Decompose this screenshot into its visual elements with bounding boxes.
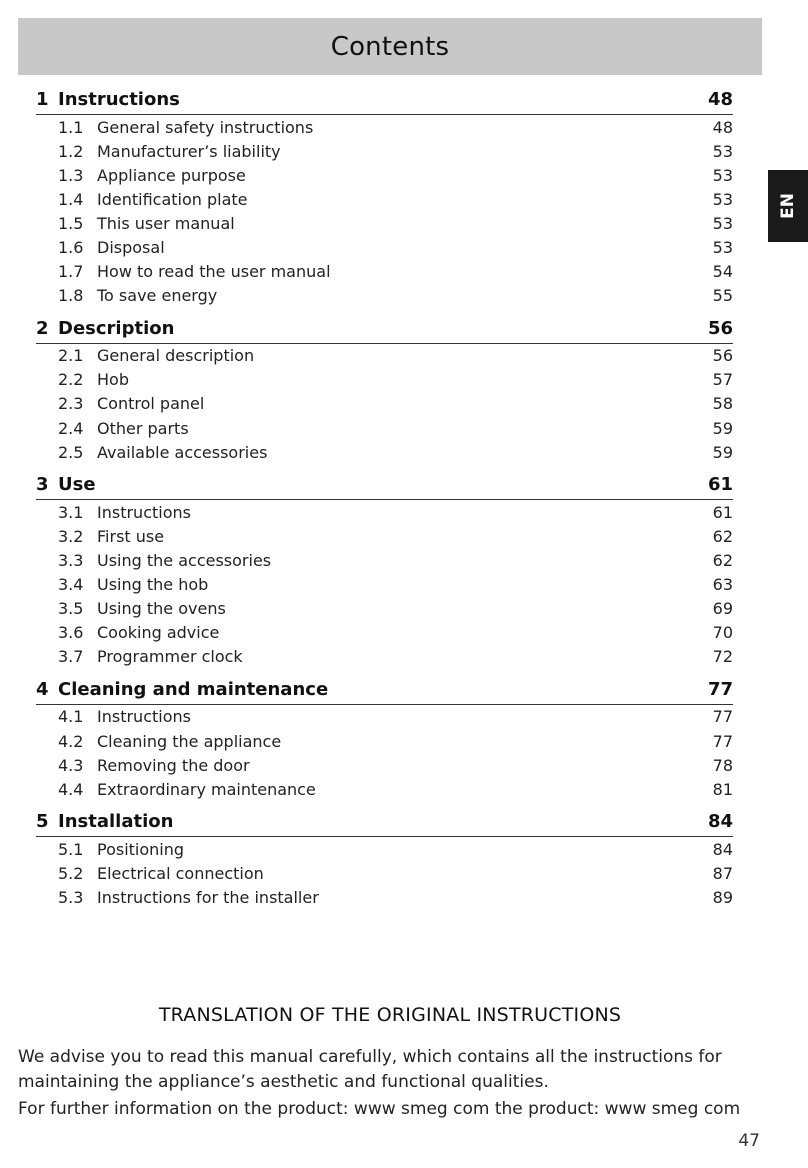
entry-title: Instructions for the installer: [97, 887, 319, 907]
toc-entry[interactable]: [36, 573, 733, 597]
toc-entry[interactable]: [36, 777, 733, 801]
entry-page: 77: [712, 707, 733, 727]
entry-title: Cleaning the appliance: [97, 731, 282, 751]
section-title-wrap: [36, 471, 96, 498]
entry-title: Identification plate: [97, 189, 248, 209]
section-number: 1: [36, 89, 49, 110]
toc-entry[interactable]: [36, 861, 733, 885]
entry-title-wrap: [58, 419, 189, 438]
entry-page: 72: [712, 647, 733, 667]
entry-number: 1.1: [58, 117, 84, 137]
toc-entry[interactable]: [36, 729, 733, 753]
contents-header: [18, 18, 762, 75]
entry-page: 89: [712, 887, 733, 907]
toc-entry[interactable]: [36, 392, 733, 416]
section-title-wrap: [36, 86, 180, 113]
entry-title-wrap: [58, 840, 184, 859]
entry-page: 59: [712, 418, 733, 438]
section-number: 2: [36, 317, 49, 339]
entry-title-wrap: [58, 599, 226, 618]
entry-title: To save energy: [97, 286, 218, 306]
advice-paragraph: We advise you to read this manual carefully, which contains all the instructions for maintaining the appliance’s aesthetic and functional qualities.: [18, 1047, 722, 1092]
entry-number: 4.4: [58, 779, 84, 799]
section-number: 3: [36, 474, 49, 496]
section-page: 61: [707, 474, 733, 496]
toc-entry[interactable]: [36, 211, 733, 235]
entry-number: 1.5: [58, 213, 84, 233]
entry-page: 55: [712, 286, 733, 306]
entry-title-wrap: [58, 142, 281, 161]
entry-title-wrap: [58, 190, 248, 209]
entry-title: Instructions: [97, 502, 191, 522]
toc-entry[interactable]: [36, 187, 733, 211]
entry-page: 53: [712, 189, 733, 209]
entry-title-wrap: [58, 118, 313, 137]
entry-title-wrap: [58, 575, 208, 594]
entry-page: 53: [712, 141, 733, 161]
entry-title-wrap: [58, 394, 204, 413]
entry-page: 58: [712, 394, 733, 414]
entry-page: 87: [712, 863, 733, 883]
entry-page: 59: [712, 442, 733, 462]
toc-section-heading[interactable]: [36, 808, 733, 837]
entry-page: 84: [712, 839, 733, 859]
entry-page: 70: [712, 623, 733, 643]
toc-section-heading[interactable]: [36, 676, 733, 705]
entry-number: 4.3: [58, 755, 84, 775]
entry-page: 78: [712, 755, 733, 775]
section-title: Use: [58, 474, 96, 496]
toc-section: [36, 315, 733, 464]
entry-title-wrap: [58, 623, 219, 642]
entry-title: Other parts: [97, 418, 189, 438]
entry-title-wrap: [58, 756, 250, 775]
toc-entry[interactable]: [36, 163, 733, 187]
entry-number: 1.2: [58, 141, 84, 161]
entry-number: 4.2: [58, 731, 84, 751]
entry-number: 2.1: [58, 346, 84, 366]
entry-title: Hob: [97, 370, 129, 390]
section-title: Instructions: [58, 89, 180, 110]
entry-title: Manufacturer’s liability: [97, 141, 281, 161]
toc-entry[interactable]: [36, 621, 733, 645]
toc-section-heading[interactable]: [36, 86, 733, 115]
entry-page: 53: [712, 213, 733, 233]
entry-title: Appliance purpose: [97, 165, 246, 185]
entry-title: Disposal: [97, 238, 165, 258]
entry-title: First use: [97, 526, 165, 546]
entry-title: How to read the user manual: [97, 262, 331, 282]
toc-entry[interactable]: [36, 368, 733, 392]
section-title: Installation: [58, 811, 174, 833]
toc-entry[interactable]: [36, 597, 733, 621]
toc-section: [36, 676, 733, 801]
entry-title: Cooking advice: [97, 623, 220, 643]
entry-number: 1.3: [58, 165, 84, 185]
toc-entry[interactable]: [36, 524, 733, 548]
entry-title: Using the ovens: [97, 599, 226, 619]
toc-entry[interactable]: [36, 548, 733, 572]
toc-entry[interactable]: [36, 705, 733, 729]
toc-entry[interactable]: [36, 837, 733, 861]
entry-title-wrap: [58, 707, 191, 726]
entry-title-wrap: [58, 166, 246, 185]
section-page: 77: [707, 678, 733, 700]
toc-entry[interactable]: [36, 115, 733, 139]
toc-entry[interactable]: [36, 753, 733, 777]
entry-number: 3.6: [58, 623, 84, 643]
entry-title-wrap: [58, 262, 331, 281]
entry-number: 2.4: [58, 418, 84, 438]
entry-page: 63: [712, 575, 733, 595]
entry-title: Instructions: [97, 707, 191, 727]
entry-title-wrap: [58, 864, 264, 883]
entry-page: 62: [712, 550, 733, 570]
entry-title: Available accessories: [97, 442, 268, 462]
section-page: 84: [707, 811, 733, 833]
entry-number: 2.3: [58, 394, 84, 414]
toc-entry[interactable]: [36, 139, 733, 163]
toc-entry[interactable]: [36, 416, 733, 440]
entry-title-wrap: [58, 346, 254, 365]
entry-title: General description: [97, 346, 255, 366]
toc-section-heading[interactable]: [36, 315, 733, 344]
toc-entry[interactable]: [36, 440, 733, 464]
entry-number: 3.5: [58, 599, 84, 619]
entry-page: 62: [712, 526, 733, 546]
entry-number: 5.1: [58, 839, 84, 859]
entry-number: 2.2: [58, 370, 84, 390]
toc-section-heading[interactable]: [36, 471, 733, 500]
toc-entry[interactable]: [36, 284, 733, 308]
entry-title-wrap: [58, 780, 316, 799]
entry-title: Removing the door: [97, 755, 250, 775]
entry-number: 5.2: [58, 863, 84, 883]
language-label: EN: [778, 193, 798, 219]
section-title-wrap: [36, 315, 174, 342]
entry-title-wrap: [58, 286, 217, 305]
entry-page: 53: [712, 165, 733, 185]
info-paragraph: For further information on the product: www smeg com the product: www smeg com: [18, 1099, 741, 1119]
entry-page: 57: [712, 370, 733, 390]
entry-page: 61: [712, 502, 733, 522]
section-number: 4: [36, 678, 49, 700]
entry-number: 3.4: [58, 575, 84, 595]
entry-number: 1.7: [58, 262, 84, 282]
toc-entry[interactable]: [36, 260, 733, 284]
section-title-wrap: [36, 676, 328, 703]
page-title: Contents: [330, 31, 450, 62]
toc-section: [36, 808, 733, 909]
entry-title-wrap: [58, 732, 281, 751]
table-of-contents: [36, 86, 733, 917]
section-page: 56: [707, 317, 733, 339]
entry-page: 81: [712, 779, 733, 799]
toc-entry[interactable]: [36, 500, 733, 524]
entry-page: 54: [712, 262, 733, 282]
entry-title: General safety instructions: [97, 117, 314, 137]
entry-number: 1.4: [58, 189, 84, 209]
toc-section: [36, 86, 733, 308]
entry-title-wrap: [58, 370, 129, 389]
entry-title: Positioning: [97, 839, 185, 859]
entry-title: Using the accessories: [97, 550, 272, 570]
toc-entry[interactable]: [36, 885, 733, 909]
entry-title: Using the hob: [97, 575, 209, 595]
toc-entry[interactable]: [36, 235, 733, 259]
entry-number: 2.5: [58, 442, 84, 462]
section-title-wrap: [36, 808, 173, 835]
entry-title-wrap: [58, 443, 267, 462]
entry-page: 69: [712, 599, 733, 619]
entry-page: 77: [712, 731, 733, 751]
entry-number: 3.7: [58, 647, 84, 667]
entry-number: 1.8: [58, 286, 84, 306]
entry-title-wrap: [58, 503, 191, 522]
translation-heading: TRANSLATION OF THE ORIGINAL INSTRUCTIONS: [158, 1004, 622, 1026]
entry-number: 3.3: [58, 550, 84, 570]
entry-title: Extraordinary maintenance: [97, 779, 316, 799]
toc-entry[interactable]: [36, 645, 733, 669]
entry-title-wrap: [58, 888, 319, 907]
section-number: 5: [36, 811, 49, 833]
entry-title-wrap: [58, 214, 235, 233]
page-number: 47: [738, 1131, 760, 1151]
language-tab: [768, 170, 808, 242]
entry-number: 1.6: [58, 238, 84, 258]
entry-page: 48: [712, 117, 733, 137]
entry-title-wrap: [58, 238, 165, 257]
entry-title: This user manual: [97, 213, 235, 233]
entry-number: 5.3: [58, 887, 84, 907]
toc-section: [36, 471, 733, 669]
entry-number: 3.2: [58, 526, 84, 546]
section-title: Description: [58, 317, 175, 339]
entry-title-wrap: [58, 527, 164, 546]
section-page: 48: [707, 89, 733, 110]
section-title: Cleaning and maintenance: [58, 678, 329, 700]
entry-page: 53: [712, 238, 733, 258]
entry-number: 4.1: [58, 707, 84, 727]
entry-title-wrap: [58, 551, 271, 570]
entry-title: Electrical connection: [97, 863, 264, 883]
entry-number: 3.1: [58, 502, 84, 522]
entry-page: 56: [712, 346, 733, 366]
entry-title: Control panel: [97, 394, 205, 414]
entry-title-wrap: [58, 647, 243, 666]
entry-title: Programmer clock: [97, 647, 243, 667]
toc-entry[interactable]: [36, 344, 733, 368]
